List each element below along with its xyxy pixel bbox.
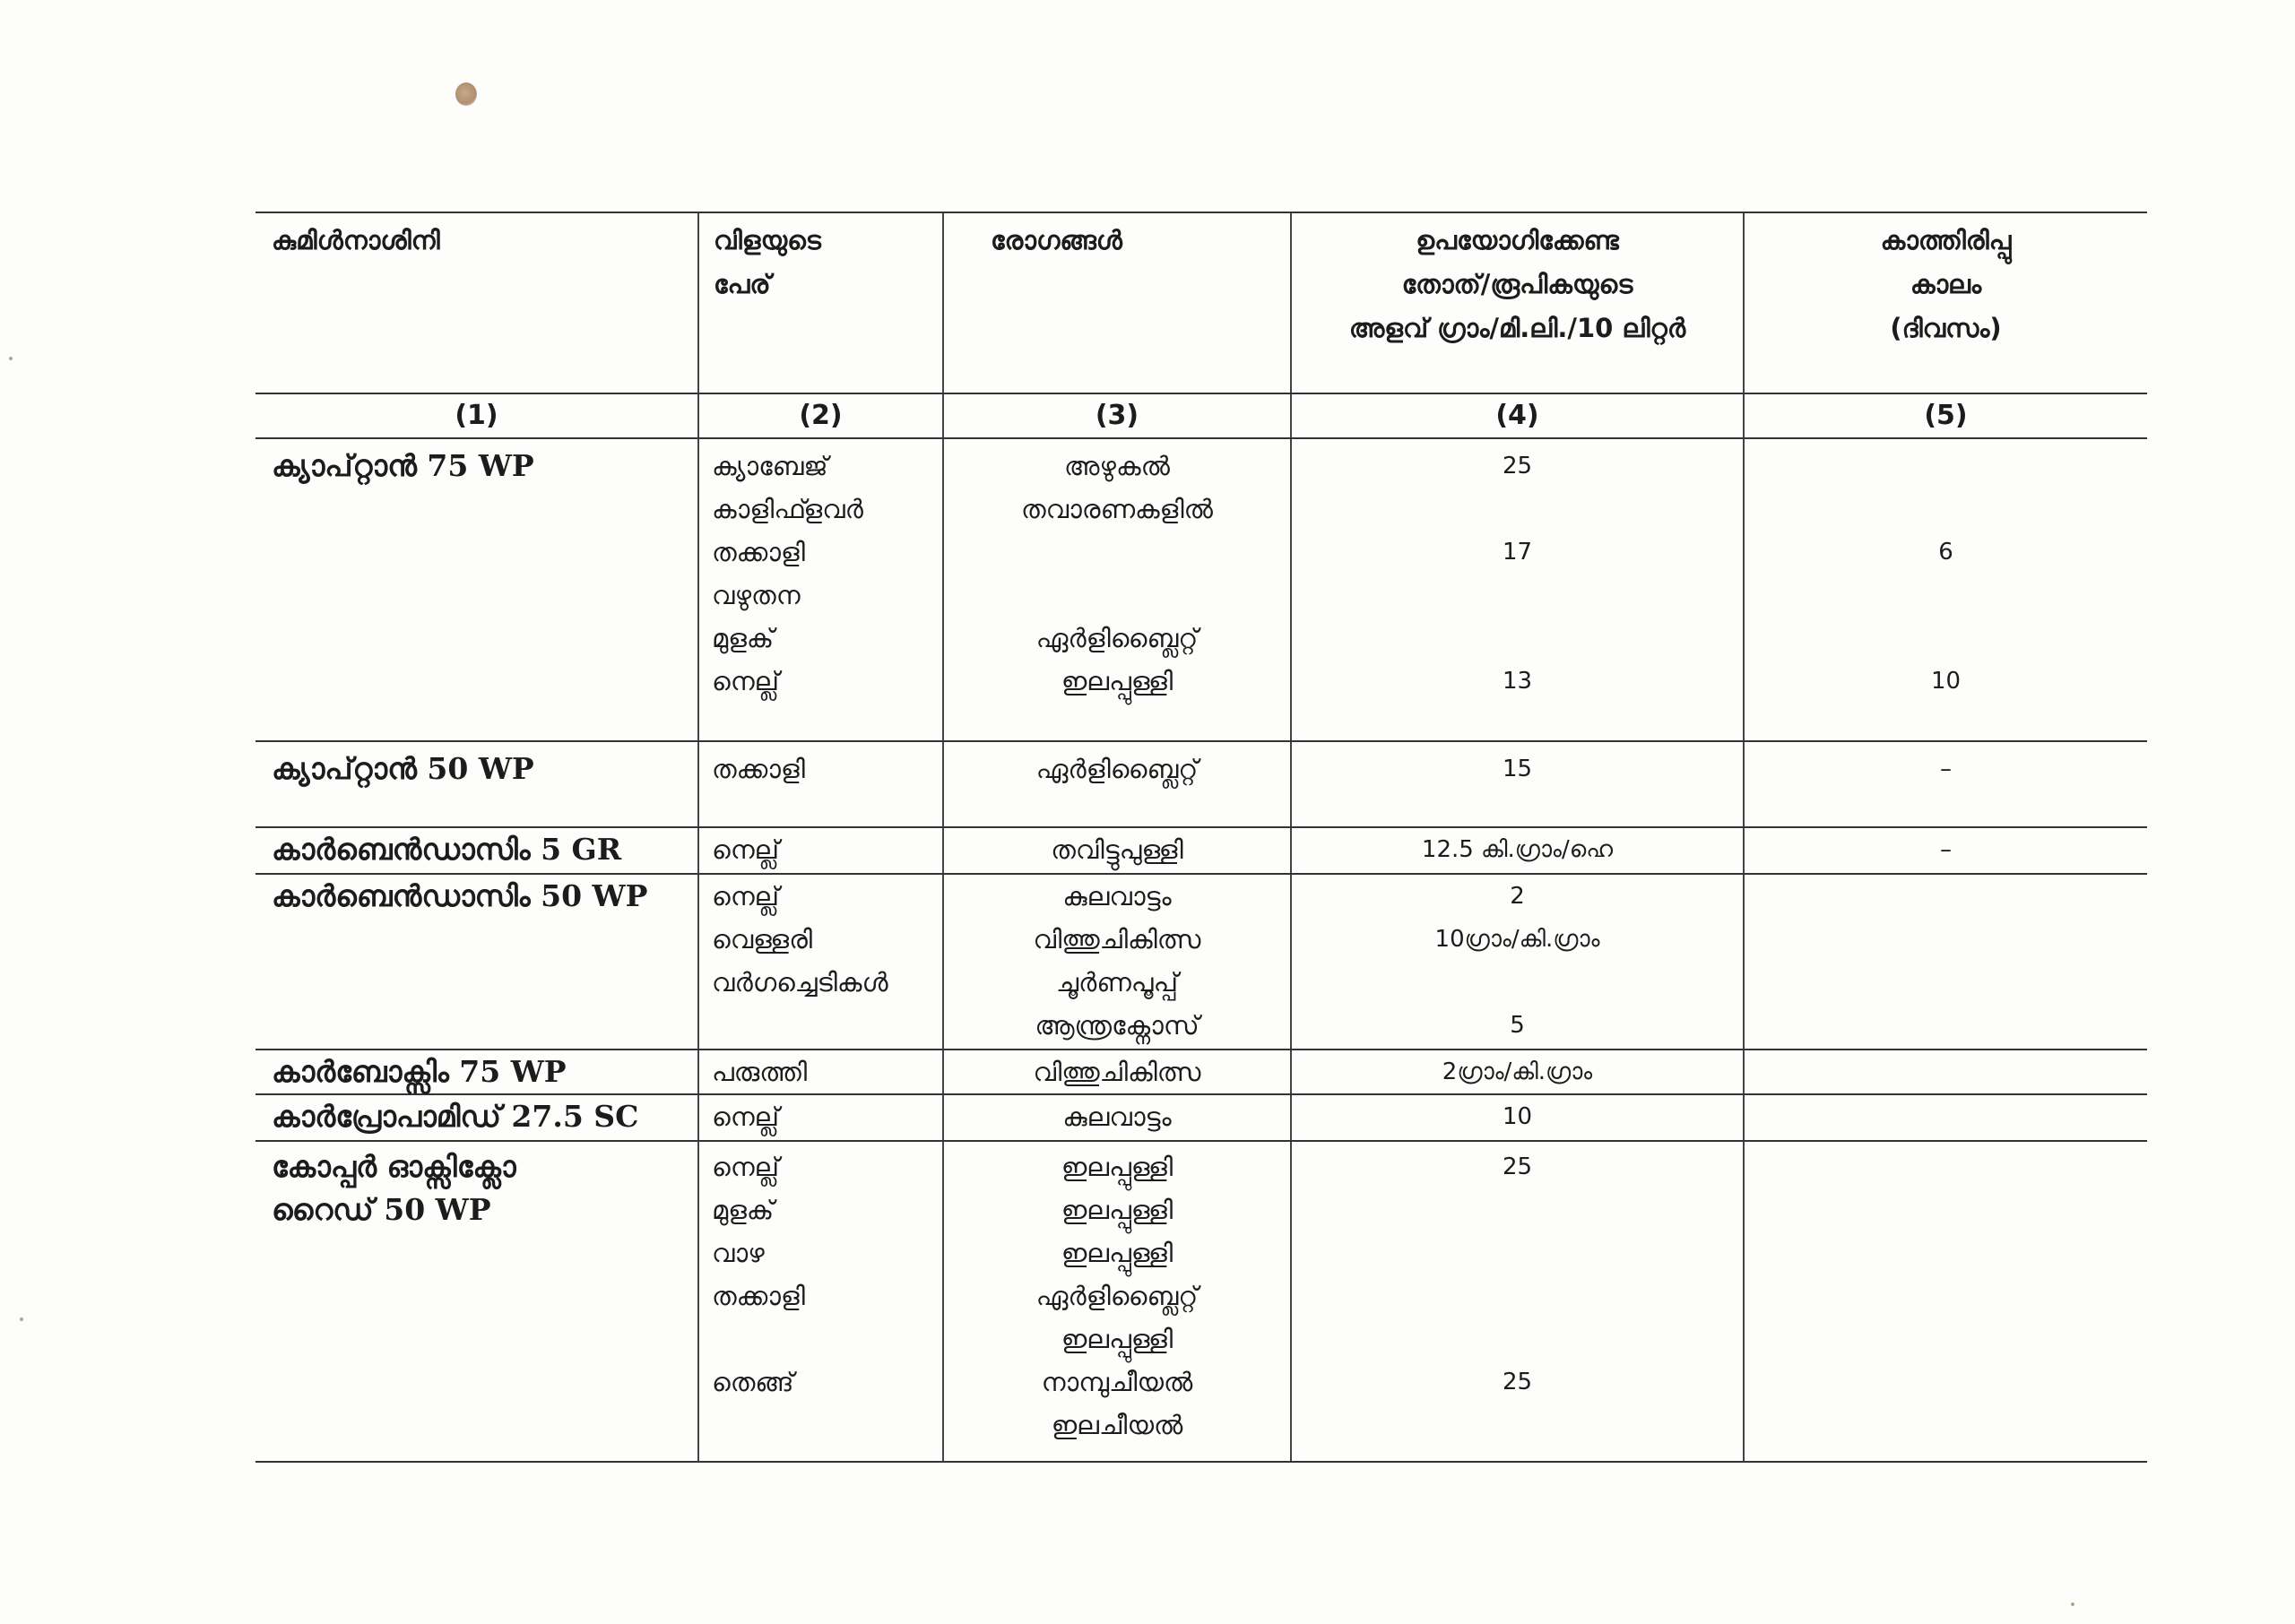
crop-name: വാഴ (712, 1238, 765, 1268)
disease-name: അഴുകൽ (1063, 451, 1170, 481)
crop-name: നെല്ല് (712, 834, 780, 865)
dose-value (1292, 488, 1743, 531)
waiting-period-cell (1744, 1094, 2147, 1141)
fungicide-name: ക്യാപ്റ്റാൻ 75 WP (272, 448, 534, 483)
disease-name: തവിട്ടുപുള്ളി (1051, 834, 1183, 865)
dose-value: 25 (1502, 453, 1533, 479)
column-number: (1) (255, 393, 698, 438)
header-fungicide: കുമിൾനാശിനി (255, 212, 698, 393)
disease-name (944, 531, 1290, 574)
disease-cell (943, 827, 1291, 874)
column-number: (2) (698, 393, 943, 438)
waiting-days (1745, 488, 2147, 531)
fungicide-name: കാർപ്രോപാമിഡ് 27.5 SC (272, 1099, 639, 1134)
disease-name: ചൂർണപൂപ്പ് (1055, 967, 1179, 998)
fungicide-name-cell (255, 827, 698, 874)
crop-name: തക്കാളി (712, 754, 805, 784)
crop-name (699, 1004, 942, 1047)
paper-stain (455, 82, 477, 106)
dose-value: 25 (1502, 1369, 1533, 1395)
crop-name: മുളക് (712, 1195, 775, 1225)
crop-name (699, 1404, 942, 1447)
disease-name: ഏർളിബ്ലൈറ്റ് (1035, 754, 1199, 784)
fungicide-name-cell (255, 1094, 698, 1141)
disease-name: ആന്ത്രക്നോസ് (1035, 1010, 1199, 1041)
paper-speck (20, 1317, 23, 1321)
dose-cell (1291, 827, 1744, 874)
fungicide-name-cell (255, 741, 698, 827)
dose-value: 10ഗ്രാം/കി.ഗ്രാം (1434, 926, 1600, 953)
crop-cell (698, 438, 943, 741)
fungicide-table (255, 212, 2147, 1463)
waiting-days (1745, 1231, 2147, 1274)
waiting-days (1745, 1095, 2147, 1138)
waiting-days (1745, 1361, 2147, 1404)
header-diseases: രോഗങ്ങൾ (943, 212, 1291, 393)
waiting-period-cell (1744, 438, 2147, 741)
crop-cell (698, 1094, 943, 1141)
crop-cell (698, 741, 943, 827)
table-row (255, 827, 2147, 874)
dose-cell (1291, 438, 1744, 741)
fungicide-name-cell (255, 438, 698, 741)
table-row (255, 741, 2147, 827)
crop-name: കാളിഫ്ളവർ (712, 494, 863, 524)
waiting-days (1745, 574, 2147, 617)
crop-name: നെല്ല് (712, 881, 780, 911)
waiting-days (1745, 1050, 2147, 1093)
disease-cell (943, 1050, 1291, 1094)
crop-name (699, 1317, 942, 1361)
fungicide-name: കാർബെൻഡാസിം 5 GR (272, 832, 622, 867)
disease-cell (943, 1094, 1291, 1141)
crop-cell (698, 1050, 943, 1094)
waiting-period-cell (1744, 741, 2147, 827)
dose-value: 25 (1502, 1153, 1533, 1180)
waiting-days (1745, 961, 2147, 1004)
table-row (255, 438, 2147, 741)
dose-value (1292, 574, 1743, 617)
crop-cell (698, 827, 943, 874)
table-row (255, 874, 2147, 1050)
waiting-period-cell (1744, 1050, 2147, 1094)
disease-name: ഇലപ്പുള്ളി (1061, 666, 1173, 696)
fungicide-name-cell (255, 1050, 698, 1094)
waiting-days (1745, 1004, 2147, 1047)
disease-name: വിത്തുചികിത്സ (1033, 1057, 1201, 1087)
waiting-days (1745, 875, 2147, 918)
waiting-days: – (1940, 756, 1952, 782)
header-crop-name: വിളയുടെ പേര് (698, 212, 943, 393)
waiting-days (1745, 617, 2147, 660)
crop-name: വർഗച്ചെടികൾ (712, 967, 888, 998)
crop-name: വഴുതന (712, 580, 801, 610)
disease-name: തവാരണകളിൽ (1021, 494, 1213, 524)
dose-value: 2ഗ്രാം/കി.ഗ്രാം (1442, 1058, 1593, 1085)
crop-name: നെല്ല് (712, 1152, 780, 1182)
disease-cell (943, 874, 1291, 1050)
fungicide-name: കാർബോക്സിം 75 WP (272, 1054, 567, 1089)
table-header-row (255, 212, 2147, 393)
crop-name: നെല്ല് (712, 666, 780, 696)
dose-value: 15 (1502, 756, 1533, 782)
dose-value (1292, 1231, 1743, 1274)
waiting-days: 6 (1938, 539, 1953, 566)
disease-name: ഇലപ്പുള്ളി (1061, 1152, 1173, 1182)
paper-speck (9, 357, 13, 360)
fungicide-name: കോപ്പർ ഓക്സിക്ലോ (272, 1149, 516, 1184)
waiting-period-cell (1744, 874, 2147, 1050)
dose-value: 2 (1510, 883, 1525, 910)
crop-cell (698, 1141, 943, 1462)
disease-name: കുലവാട്ടം (1062, 1101, 1172, 1132)
fungicide-name-cell (255, 1141, 698, 1462)
disease-name: വിത്തുചികിത്സ (1033, 924, 1201, 955)
disease-name: ഇലപ്പുള്ളി (1061, 1195, 1173, 1225)
fungicide-name: കാർബെൻഡാസിം 50 WP (272, 878, 648, 913)
crop-name: നെല്ല് (712, 1101, 780, 1132)
header-dose: ഉപയോഗിക്കേണ്ട തോത്/രൂപികയുടെ അളവ് ഗ്രാം/മി.ലി./10 ലിറ്റർ (1291, 212, 1744, 393)
dose-value (1292, 1188, 1743, 1231)
crop-name: മുളക് (712, 623, 775, 653)
waiting-days (1745, 1188, 2147, 1231)
crop-name: തെങ്ങ് (712, 1367, 794, 1397)
dose-cell (1291, 874, 1744, 1050)
dose-value: 17 (1502, 539, 1533, 566)
column-number: (4) (1291, 393, 1744, 438)
dose-value (1292, 1404, 1743, 1447)
disease-name: ഇലപ്പുള്ളി (1061, 1324, 1173, 1354)
dose-value: 5 (1510, 1012, 1525, 1039)
waiting-days: 10 (1930, 668, 1962, 695)
table-row (255, 1141, 2147, 1462)
dose-value (1292, 617, 1743, 660)
column-number: (3) (943, 393, 1291, 438)
crop-name: തക്കാളി (712, 1281, 805, 1311)
crop-name: വെള്ളരി (712, 924, 813, 955)
disease-name (944, 574, 1290, 617)
crop-name: തക്കാളി (712, 537, 805, 567)
crop-name: ക്യാബേജ് (712, 451, 828, 481)
column-number: (5) (1744, 393, 2147, 438)
waiting-days (1745, 1145, 2147, 1188)
waiting-days (1745, 1317, 2147, 1361)
table-row (255, 1050, 2147, 1094)
waiting-days: – (1940, 836, 1952, 863)
disease-cell (943, 1141, 1291, 1462)
dose-cell (1291, 1094, 1744, 1141)
paper-speck (2071, 1602, 2074, 1606)
waiting-period-cell (1744, 1141, 2147, 1462)
dose-cell (1291, 741, 1744, 827)
waiting-days (1745, 918, 2147, 961)
disease-name: നാമ്പുചീയൽ (1041, 1367, 1193, 1397)
crop-cell (698, 874, 943, 1050)
dose-value (1292, 1274, 1743, 1317)
header-waiting-period: കാത്തിരിപ്പു കാലം (ദിവസം) (1744, 212, 2147, 393)
crop-name: പരുത്തി (712, 1057, 808, 1087)
dose-cell (1291, 1141, 1744, 1462)
fungicide-name-cell (255, 874, 698, 1050)
waiting-period-cell (1744, 827, 2147, 874)
disease-name: കുലവാട്ടം (1062, 881, 1172, 911)
disease-name: ഏർളിബ്ലൈറ്റ് (1035, 1281, 1199, 1311)
fungicide-name: റൈഡ് 50 WP (272, 1192, 491, 1227)
fungicide-name: ക്യാപ്റ്റാൻ 50 WP (272, 751, 534, 786)
disease-name: ഇലപ്പുള്ളി (1061, 1238, 1173, 1268)
disease-cell (943, 741, 1291, 827)
column-number-row (255, 393, 2147, 438)
waiting-days (1745, 1404, 2147, 1447)
dose-value (1292, 1317, 1743, 1361)
dose-value: 13 (1502, 668, 1533, 695)
waiting-days (1745, 1274, 2147, 1317)
dose-value (1292, 961, 1743, 1004)
dose-value: 10 (1502, 1103, 1533, 1130)
dose-value: 12.5 കി.ഗ്രാം/ഹെ (1421, 836, 1614, 863)
disease-name: ഏർളിബ്ലൈറ്റ് (1035, 623, 1199, 653)
dose-cell (1291, 1050, 1744, 1094)
disease-name: ഇലചീയൽ (1051, 1410, 1183, 1440)
table-row (255, 1094, 2147, 1141)
disease-cell (943, 438, 1291, 741)
waiting-days (1745, 445, 2147, 488)
